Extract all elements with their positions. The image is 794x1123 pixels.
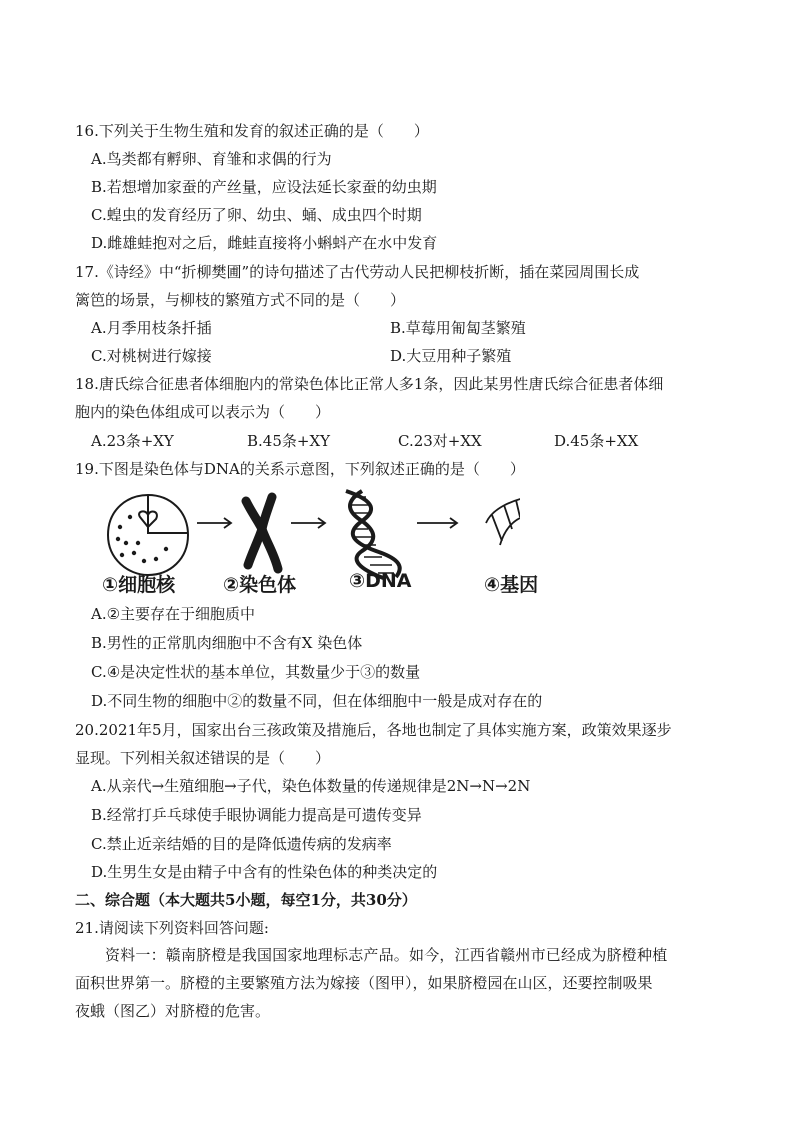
chromosome-icon <box>246 497 278 569</box>
q16-option-d: D.雌雄蛙抱对之后，雌蛙直接将小蝌蚪产在水中发育 <box>91 234 438 252</box>
q20-stem-line1: 20.2021年5月，国家出台三孩政策及措施后，各地也制定了具体实施方案，政策效果逐步 <box>75 721 672 739</box>
q19-option-c: C.④是决定性状的基本单位，其数量少于③的数量 <box>91 663 421 681</box>
label-nucleus: ①细胞核 <box>102 574 176 596</box>
arrow-right-icon <box>417 518 457 528</box>
q20-option-b: B.经常打乒乓球使手眼协调能力提高是可遗传变异 <box>91 806 422 824</box>
q19-option-d: D.不同生物的细胞中②的数量不同，但在体细胞中一般是成对存在的 <box>91 692 543 710</box>
q18-option-a: A.23条+XY <box>91 432 174 450</box>
q17-stem-line1: 17.《诗经》中“折柳樊圃”的诗句描述了古代劳动人民把柳枝折断，插在菜园周围长成 <box>75 263 640 281</box>
q20-option-a: A.从亲代→生殖细胞→子代，染色体数量的传递规律是2N→N→2N <box>91 777 531 795</box>
q21-material-line3: 夜蛾（图乙）对脐橙的危害。 <box>75 1002 271 1020</box>
q18-option-c: C.23对+XX <box>398 432 482 450</box>
q21-material-line2: 面积世界第一。脐橙的主要繁殖方法为嫁接（图甲），如果脐橙园在山区，还要控制吸果 <box>75 974 653 992</box>
q20-option-d: D.生男生女是由精子中含有的性染色体的种类决定的 <box>91 863 438 881</box>
q16-option-b: B.若想增加家蚕的产丝量，应设法延长家蚕的幼虫期 <box>91 178 437 196</box>
q19-option-b: B.男性的正常肌肉细胞中不含有X 染色体 <box>91 634 363 652</box>
dna-helix-icon <box>346 491 400 579</box>
q19-stem: 19.下图是染色体与DNA的关系示意图，下列叙述正确的是（ ） <box>75 460 525 478</box>
q19-option-a: A.②主要存在于细胞质中 <box>91 605 256 623</box>
q17-stem-line2: 篱笆的场景，与柳枝的繁殖方式不同的是（ ） <box>75 291 406 309</box>
q17-option-b: B.草莓用匍匐茎繁殖 <box>390 319 526 337</box>
q17-option-c: C.对桃树进行嫁接 <box>91 347 212 365</box>
q18-option-b: B.45条+XY <box>247 432 331 450</box>
q18-stem-line1: 18.唐氏综合征患者体细胞内的常染色体比正常人多1条，因此某男性唐氏综合征患者体细 <box>75 375 664 393</box>
label-chromosome: ②染色体 <box>223 574 297 596</box>
q20-option-c: C.禁止近亲结婚的目的是降低遗传病的发病率 <box>91 835 392 853</box>
q17-option-d: D.大豆用种子繁殖 <box>390 347 512 365</box>
label-gene: ④基因 <box>484 574 539 596</box>
q16-option-c: C.蝗虫的发育经历了卵、幼虫、蛹、成虫四个时期 <box>91 206 422 224</box>
q21-material-line1: 资料一：赣南脐橙是我国国家地理标志产品。如今，江西省赣州市已经成为脐橙种植 <box>105 946 668 964</box>
q17-option-a: A.月季用枝条扦插 <box>91 319 212 337</box>
q16-stem: 16.下列关于生物生殖和发育的叙述正确的是（ ） <box>75 122 429 140</box>
gene-segment-icon <box>486 497 520 545</box>
q21-stem: 21.请阅读下列资料回答问题: <box>75 919 269 937</box>
nucleus-icon <box>108 495 188 575</box>
q20-stem-line2: 显现。下列相关叙述错误的是（ ） <box>75 749 331 767</box>
arrow-right-icon <box>197 518 231 528</box>
q16-option-a: A.鸟类都有孵卵、育雏和求偶的行为 <box>91 150 332 168</box>
q18-stem-line2: 胞内的染色体组成可以表示为（ ） <box>75 403 331 421</box>
q18-option-d: D.45条+XX <box>554 432 639 450</box>
label-dna: ③DNA <box>349 570 412 592</box>
section-heading: 二、综合题（本大题共5小题，每空1分，共30分） <box>75 891 417 909</box>
arrow-right-icon <box>291 518 325 528</box>
